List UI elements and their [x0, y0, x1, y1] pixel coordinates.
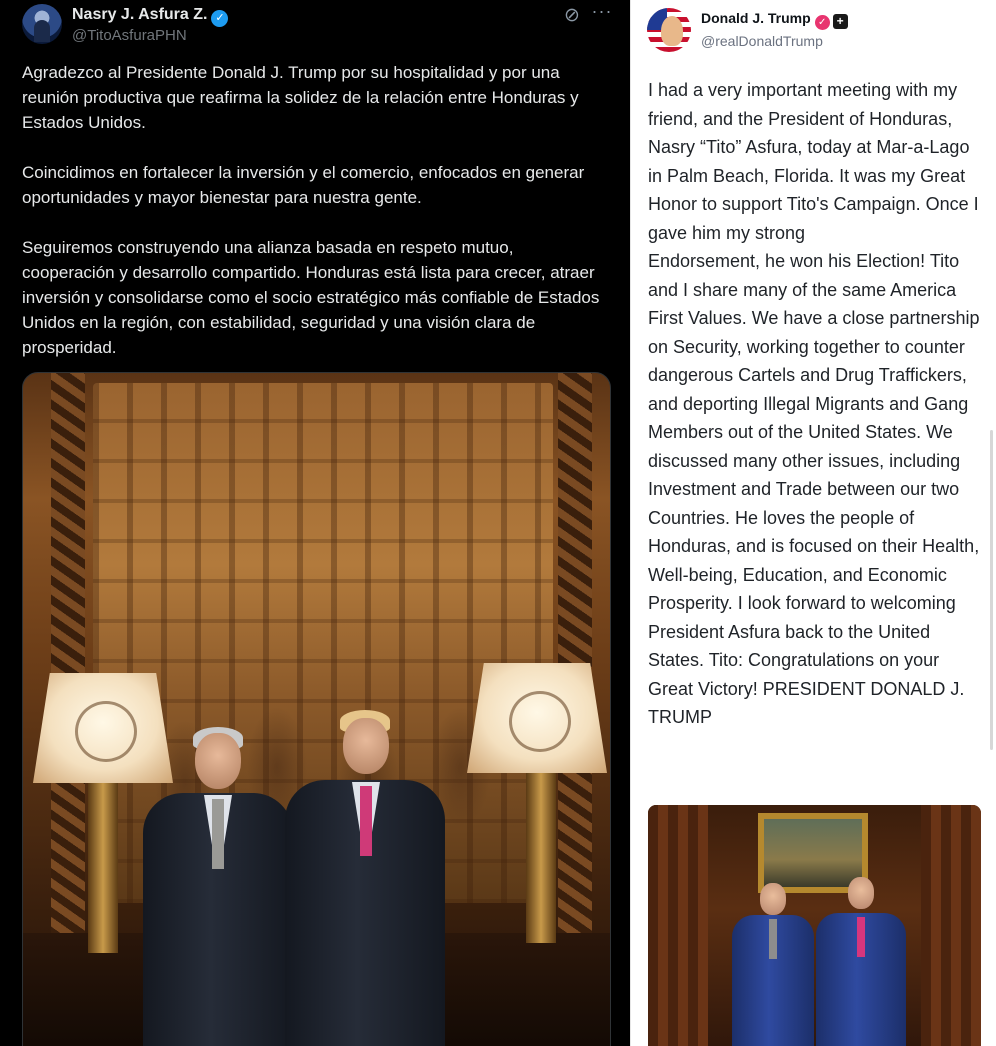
- post-photo[interactable]: [648, 805, 981, 1046]
- author-handle[interactable]: @TitoAsfuraPHN: [72, 27, 187, 44]
- author-name[interactable]: Donald J. Trump: [701, 10, 811, 26]
- verified-badge-icon: ✓: [211, 10, 228, 27]
- lampshade: [33, 673, 173, 783]
- lamp-base: [88, 783, 118, 953]
- author-name[interactable]: Nasry J. Asfura Z.: [72, 6, 208, 23]
- post-paragraph: Seguiremos construyendo una alianza basada en respeto mutuo, cooperación y desarrollo compartido. Honduras está lista para crecer, atraer inversión y consolidarse como el socio estratégico más confiable de Estados Unidos en la región, con estabilidad, seguridad y una visión clara de prosperidad.: [22, 238, 600, 357]
- scrollbar[interactable]: [990, 430, 993, 750]
- author-name-row[interactable]: [72, 6, 228, 27]
- post-text: [22, 60, 607, 385]
- plus-badge-icon: +: [833, 14, 848, 29]
- grok-icon[interactable]: ⊘: [564, 5, 580, 26]
- verified-badge-icon: ✓: [815, 15, 830, 30]
- lampshade: [467, 663, 607, 773]
- wood-panel: [648, 805, 708, 1046]
- author-handle[interactable]: @realDonaldTrump: [701, 33, 823, 49]
- author-avatar[interactable]: [22, 4, 62, 44]
- post-photo[interactable]: [22, 372, 611, 1046]
- more-icon[interactable]: ···: [591, 1, 613, 21]
- post-text: I had a very important meeting with my friend, and the President of Honduras, Nasry “Tito” Asfura, today at Mar-a-Lago in Palm Beach, Florida. It was my Great Honor to support Tito's Campaign. Once I gave him my strong Endorsement, he won his Election! Tito and I share many of the same America First Values. We have a close partnership on Security, working together to counter dangerous Cartels and Drug Traffickers, and deporting Illegal Migrants and Gang Members out of the United States. We discussed many other issues, including Investment and Trade between our two Countries. He loves the people of Honduras, and is focused on their Health, Well-being, Education, and Economic Prosperity. I look forward to welcoming President Asfura back to the United States. Tito: Congratulations on your Great Victory! PRESIDENT DONALD J. TRUMP: [648, 80, 980, 727]
- lamp-base: [526, 773, 556, 943]
- post-paragraph: Agradezco al Presidente Donald J. Trump por su hospitalidad y por una reunión productiva que reafirma la solidez de la relación entre Honduras y Estados Unidos.: [22, 63, 579, 132]
- author-avatar[interactable]: [647, 8, 691, 52]
- wood-panel: [921, 805, 981, 1046]
- post-paragraph: Coincidimos en fortalecer la inversión y el comercio, enfocados en generar oportunidades y mayor bienestar para nuestra gente.: [22, 163, 585, 207]
- author-name-row[interactable]: [701, 10, 848, 30]
- post-header: [22, 2, 618, 46]
- right-post-panel: [630, 0, 996, 1046]
